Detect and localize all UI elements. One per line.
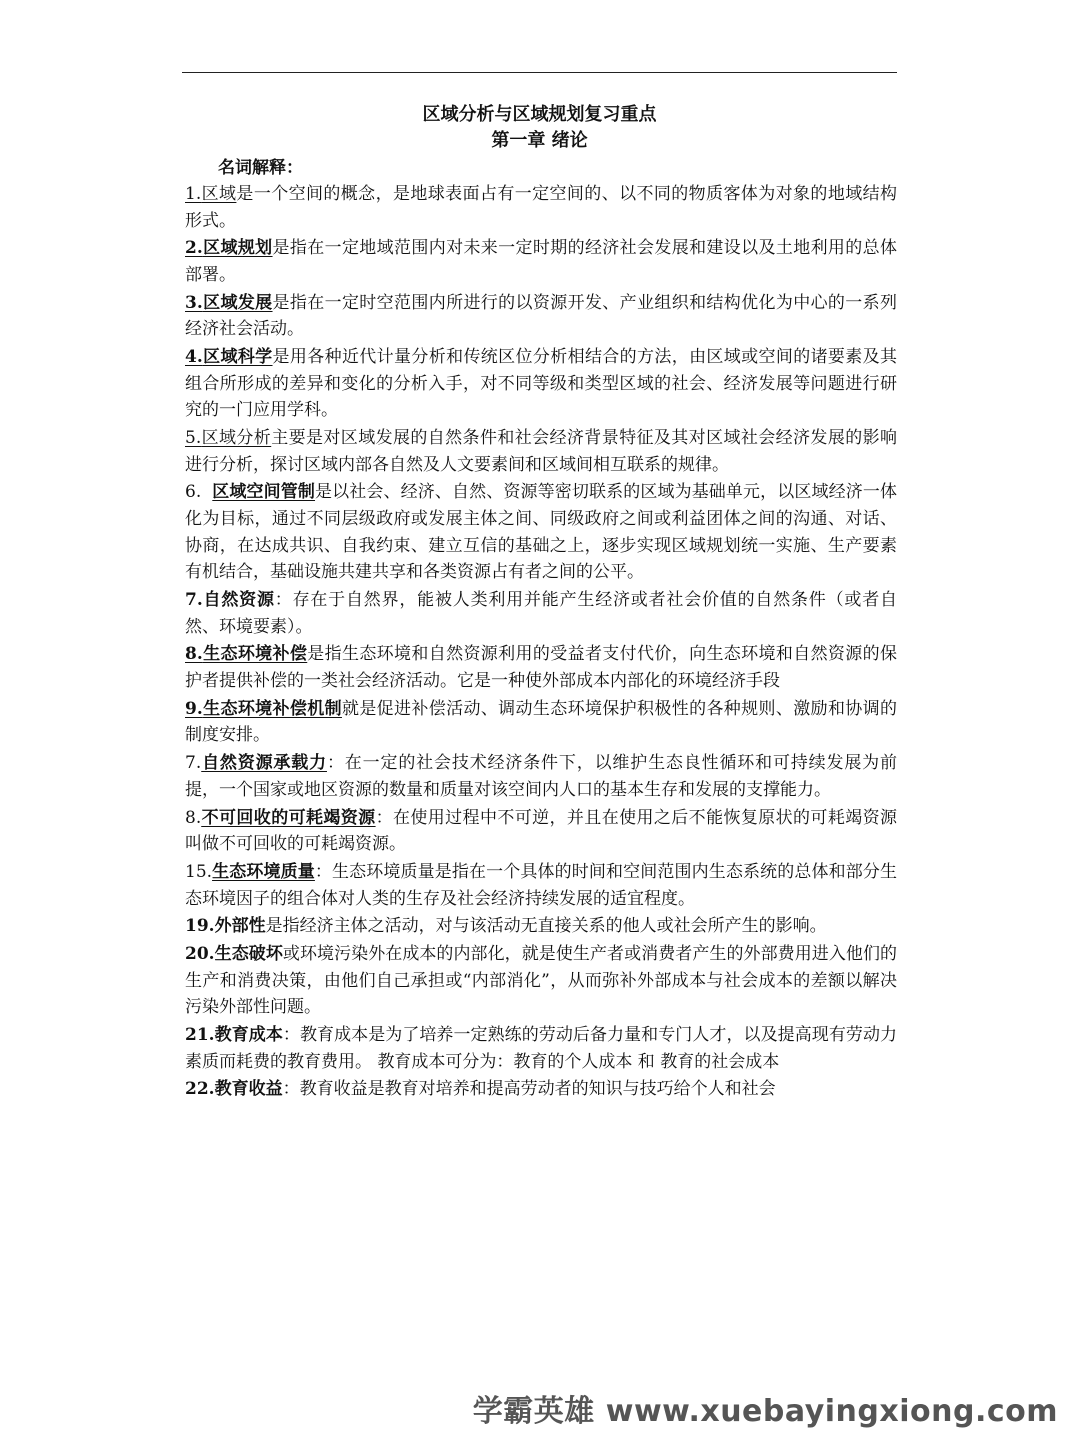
entry-text: 是指生态环境和自然资源利用的受益者支付代价，向生态环境和自然资源的保护者提供补偿的一类社会经济活动。它是一种使外部成本内部化的环境经济手段 (185, 644, 898, 691)
entry-text: 是指在一定时空范围内所进行的以资源开发、产业组织和结构优化为中心的一系列经济社会活动。 (185, 292, 897, 340)
entry-number: 1. (185, 184, 202, 204)
entry-term: 区域科学 (202, 347, 273, 368)
entry-number: 5. (185, 428, 202, 449)
entry-term: 生态环境质量 (212, 861, 315, 882)
definition-entry-3 (185, 290, 897, 343)
definition-entry-7 (185, 587, 897, 640)
definition-entry-11 (185, 805, 897, 858)
definition-entry-14 (185, 941, 897, 1021)
entry-term: 自然资源 (202, 590, 275, 611)
entry-term: 区域 (201, 184, 237, 204)
entry-text: 是用各种近代计量分析和传统区位分析相结合的方法，由区域或空间的诸要素及其组合所形成的差异和变化的分析入手，对不同等级和类型区域的社会、经济发展等问题进行研究的一门应用学科。 (185, 347, 897, 421)
entry-number: 7. (185, 590, 203, 611)
entry-number: 4. (185, 347, 203, 368)
definition-entry-12 (185, 859, 897, 912)
entry-term: 生态环境补偿机制 (202, 698, 342, 719)
definition-entry-13 (185, 913, 897, 940)
entry-number: 22. (185, 1079, 215, 1100)
entry-text: ：教育成本是为了培养一定熟练的劳动后备力量和专门人才，以及提高现有劳动力素质而耗费的教育费用。 教育成本可分为：教育的个人成本 和 教育的社会成本 (185, 1025, 898, 1072)
entry-text: 就是促进补偿活动、调动生态环境保护积极性的各种规则、激励和协调的制度安排。 (185, 698, 898, 746)
entry-number: 9. (185, 698, 203, 719)
definition-entry-16 (185, 1076, 897, 1103)
entry-term: 区域分析 (201, 428, 272, 449)
definition-entry-8 (185, 641, 897, 694)
entry-term: 不可回收的可耗竭资源 (201, 807, 376, 828)
entry-number: 20. (185, 944, 215, 965)
definitions-list (185, 181, 897, 1104)
entry-text: 是指经济主体之活动，对与该活动无直接关系的他人或社会所产生的影响。 (265, 916, 827, 937)
entry-term: 区域发展 (202, 292, 273, 313)
definition-entry-1 (185, 181, 897, 234)
entry-number: 21. (185, 1025, 215, 1046)
entry-text: ：在一定的社会技术经济条件下，以维护生态良性循环和可持续发展为前提，一个国家或地区资源的数量和质量对该空间内人口的基本生存和发展的支撑能力。 (185, 753, 898, 800)
entry-term: 区域规划 (202, 238, 273, 259)
document-title: 区域分析与区域规划复习重点 (422, 104, 657, 125)
site-watermark: 学霸英雄 www.xuebayingxiong.com (472, 1394, 1058, 1429)
entry-number: 15. (185, 861, 213, 882)
entry-term: 自然资源承载力 (201, 753, 327, 774)
entry-text: 或环境污染外在成本的内部化，就是使生产者或消费者产生的外部费用进入他们的生产和消费决策，由他们自己承担或“内部消化”，从而弥补外部成本与社会成本的差额以解决污染外部性问题。 (185, 944, 898, 1018)
entry-term: 外部性 (214, 916, 266, 937)
entry-text: ：存在于自然界，能被人类利用并能产生经济或者社会价值的自然条件（或者自然、环境要素）。 (185, 590, 898, 637)
entry-term: 教育成本 (214, 1025, 283, 1046)
entry-number: 2. (185, 238, 203, 259)
entry-number: 8. (185, 807, 202, 828)
definition-entry-10 (185, 750, 897, 803)
entry-number: 8. (185, 644, 203, 665)
section-heading: 名词解释： (218, 158, 303, 178)
entry-text: ：教育收益是教育对培养和提高劳动者的知识与技巧给个人和社会 (282, 1079, 776, 1100)
entry-term: 生态环境补偿 (202, 644, 308, 665)
definition-entry-5 (185, 425, 897, 478)
entry-text: ：在使用过程中不可逆，并且在使用之后不能恢复原状的可耗竭资源叫做不可回收的可耗竭资源。 (185, 807, 898, 855)
entry-term: 区域空间管制 (212, 482, 316, 503)
entry-number: 19. (185, 916, 215, 937)
entry-number: 7. (185, 753, 202, 774)
entry-number: 3. (185, 292, 203, 313)
entry-term: 教育收益 (214, 1079, 283, 1100)
entry-text: 是指在一定地域范围内对未来一定时期的经济社会发展和建设以及土地利用的总体部署。 (185, 238, 897, 285)
entry-term: 生态破坏 (214, 944, 283, 965)
entry-text: 是以社会、经济、自然、资源等密切联系的区域为基础单元，以区域经济一体化为目标，通过不同层级政府或发展主体之间、同级政府之间或利益团体之间的沟通、对话、协商，在达成共识、自我约束、建立互信的基础之上，逐步实现区域规划统一实施、生产要素有机结合，基础设施共建共享和各类资源占有者之间的公平。 (185, 482, 898, 583)
entry-text: ：生态环境质量是指在一个具体的时间和空间范围内生态系统的总体和部分生态环境因子的组合体对人类的生存及社会经济持续发展的适宜程度。 (185, 861, 898, 909)
definition-entry-6 (185, 479, 897, 585)
entry-text: 主要是对区域发展的自然条件和社会经济背景特征及其对区域社会经济发展的影响进行分析，探讨区域内部各自然及人文要素间和区域间相互联系的规律。 (185, 428, 898, 475)
definition-entry-2 (185, 235, 897, 288)
chapter-title: 第一章 绪论 (491, 130, 588, 151)
definition-entry-9 (185, 696, 897, 749)
header-rule (182, 72, 897, 73)
entry-text: 是一个空间的概念，是地球表面占有一定空间的、以不同的物质客体为对象的地域结构形式。 (185, 184, 898, 231)
entry-number: 6. (185, 482, 202, 503)
definition-entry-4 (185, 344, 897, 424)
definition-entry-15 (185, 1022, 897, 1075)
